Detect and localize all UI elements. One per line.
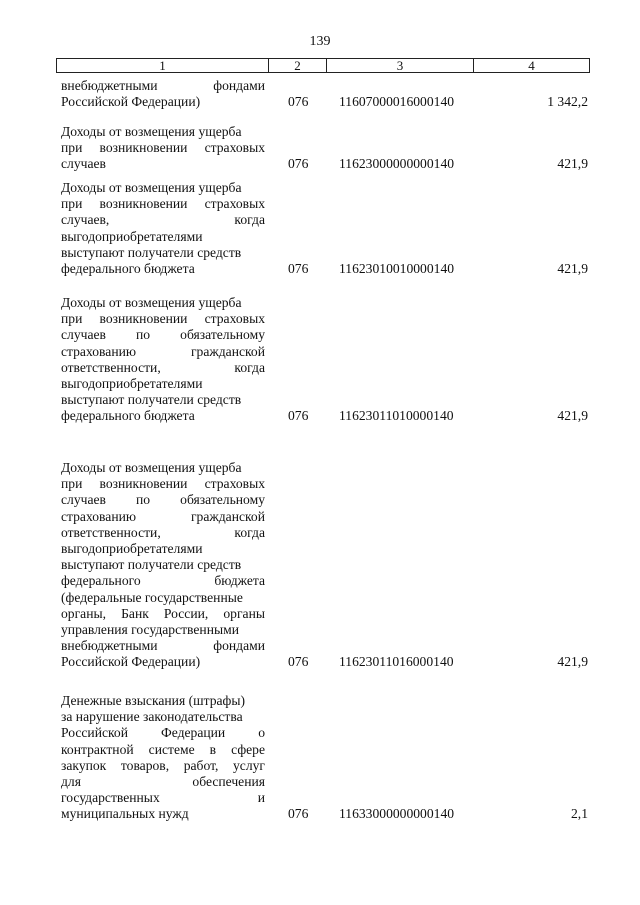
row-name-line: выгодоприобретателями — [61, 541, 203, 557]
row-name-line: при возникновении страховых — [61, 196, 265, 212]
row-name-line: выгодоприобретателями — [61, 228, 203, 244]
row-admin-code: 076 — [288, 94, 309, 110]
row-amount: 421,9 — [557, 654, 588, 670]
row-name-line: Доходы от возмещения ущерба — [61, 295, 242, 310]
row-admin-code: 076 — [288, 261, 309, 276]
row-name-line: ответственности, когда — [61, 359, 265, 375]
row-name-line: при возникновении страховых — [61, 476, 265, 492]
row-admin-code: 076 — [288, 408, 309, 424]
row-name-line: страхованию гражданской — [61, 343, 265, 359]
row-name-line: Российской Федерации) — [61, 94, 201, 110]
row-name — [61, 180, 265, 277]
row-name-line: Доходы от возмещения ущерба — [61, 460, 242, 475]
row-name-line: федерального бюджета — [61, 261, 195, 277]
row-name-line: контрактной системе в сфере — [61, 741, 265, 757]
row-name-line: выгодоприобретателями — [61, 376, 203, 392]
row-budget-code: 11623011010000140 — [339, 408, 454, 424]
row-name-line: страхованию гражданской — [61, 508, 265, 524]
row-admin-code: 076 — [288, 806, 309, 822]
row-name-line: муниципальных нужд — [61, 806, 189, 822]
header-col-2: 2 — [269, 59, 327, 72]
row-budget-code: 11623011016000140 — [339, 654, 454, 670]
row-name-line: государственных и — [61, 790, 265, 806]
row-name-line: (федеральные государственные — [61, 589, 243, 605]
row-name-line: внебюджетными фондами — [61, 638, 265, 654]
row-name-line: закупок товаров, работ, услуг — [61, 757, 265, 773]
row-admin-code: 076 — [288, 156, 309, 172]
row-budget-code: 11607000016000140 — [339, 94, 455, 110]
row-amount: 421,9 — [557, 156, 588, 172]
row-name — [61, 693, 265, 823]
header-col-3: 3 — [327, 59, 474, 72]
row-name-line: внебюджетными фондами — [61, 78, 265, 93]
row-name-line: органы, Банк России, органы — [61, 605, 265, 621]
row-name-line: Доходы от возмещения ущерба — [61, 180, 242, 195]
row-name-line: федерального бюджета — [61, 408, 195, 424]
row-budget-code: 11623000000000140 — [339, 156, 455, 172]
row-name-line: Российской Федерации о — [61, 725, 265, 741]
page-number: 139 — [309, 34, 331, 49]
header-col-4: 4 — [528, 58, 535, 73]
row-amount: 421,9 — [557, 261, 588, 276]
row-name-line: ответственности, когда — [61, 524, 265, 540]
row-name-line: при возникновении страховых — [61, 311, 265, 327]
row-name-line: случаев по обязательному — [61, 327, 265, 343]
row-admin-code: 076 — [288, 654, 309, 670]
row-name-line: выступают получатели средств — [61, 557, 242, 573]
row-name — [61, 78, 265, 110]
row-budget-code: 11633000000000140 — [339, 806, 455, 822]
row-name-line: за нарушение законодательства — [61, 709, 243, 725]
row-amount: 2,1 — [571, 806, 588, 822]
row-budget-code: 11623010010000140 — [339, 261, 455, 276]
table-header — [56, 58, 590, 73]
row-name-line: случаев по обязательному — [61, 492, 265, 508]
row-name — [61, 460, 265, 671]
row-amount: 1 342,2 — [547, 94, 588, 110]
row-name-line: Российской Федерации) — [61, 654, 201, 670]
row-name-line: выступают получатели средств — [61, 244, 242, 260]
header-col-1: 1 — [57, 59, 269, 72]
row-amount: 421,9 — [557, 408, 588, 424]
row-name-line: для обеспечения — [61, 774, 265, 790]
row-name-line: Денежные взыскания (штрафы) — [61, 693, 246, 708]
row-name-line: федерального бюджета — [61, 573, 265, 589]
row-name-line: выступают получатели средств — [61, 392, 242, 408]
row-name-line: Доходы от возмещения ущерба — [61, 124, 242, 139]
row-name-line: управления государственными — [61, 622, 239, 638]
row-name-line: случаев — [61, 156, 106, 172]
row-name-line: случаев, когда — [61, 212, 265, 228]
row-name — [61, 124, 265, 173]
row-name — [61, 295, 265, 425]
row-name-line: при возникновении страховых — [61, 140, 265, 156]
